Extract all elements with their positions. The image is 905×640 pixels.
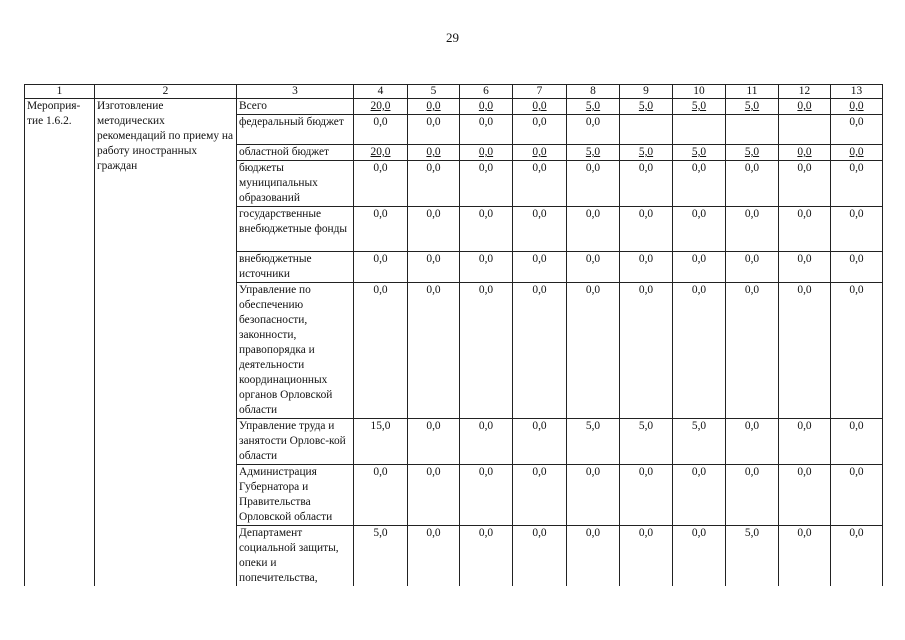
column-header-12: 12 bbox=[779, 85, 831, 99]
value-cell: 5,0 bbox=[567, 419, 620, 465]
value-cell: 0,0 bbox=[567, 161, 620, 207]
value-cell: 0,0 bbox=[460, 207, 513, 252]
value-cell: 0,0 bbox=[408, 465, 460, 526]
column-header-4: 4 bbox=[354, 85, 408, 99]
budget-table bbox=[24, 84, 883, 586]
column-header-3: 3 bbox=[237, 85, 354, 99]
value-cell: 0,0 bbox=[726, 207, 779, 252]
value-cell: 5,0 bbox=[726, 526, 779, 587]
value-cell: 0,0 bbox=[831, 465, 883, 526]
column-header-6: 6 bbox=[460, 85, 513, 99]
row-label: Департамент социальной защиты, опеки и попечительства, bbox=[237, 526, 354, 587]
column-header-13: 13 bbox=[831, 85, 883, 99]
value-cell: 5,0 bbox=[620, 99, 673, 115]
value-cell: 0,0 bbox=[513, 115, 567, 145]
table-row bbox=[25, 99, 883, 115]
column-header-7: 7 bbox=[513, 85, 567, 99]
value-cell: 0,0 bbox=[831, 99, 883, 115]
value-cell bbox=[673, 115, 726, 145]
value-cell: 5,0 bbox=[673, 145, 726, 161]
column-header-1: 1 bbox=[25, 85, 95, 99]
value-cell: 0,0 bbox=[567, 207, 620, 252]
value-cell: 5,0 bbox=[620, 145, 673, 161]
value-cell: 0,0 bbox=[354, 465, 408, 526]
value-cell: 0,0 bbox=[726, 283, 779, 419]
value-cell: 0,0 bbox=[620, 283, 673, 419]
value-cell: 0,0 bbox=[726, 465, 779, 526]
value-cell: 0,0 bbox=[779, 161, 831, 207]
value-cell: 20,0 bbox=[354, 99, 408, 115]
value-cell: 0,0 bbox=[831, 283, 883, 419]
value-cell: 0,0 bbox=[673, 161, 726, 207]
value-cell: 0,0 bbox=[354, 207, 408, 252]
value-cell: 0,0 bbox=[513, 526, 567, 587]
value-cell: 0,0 bbox=[831, 161, 883, 207]
value-cell: 0,0 bbox=[354, 283, 408, 419]
table-body bbox=[25, 99, 883, 587]
value-cell: 0,0 bbox=[408, 419, 460, 465]
value-cell: 0,0 bbox=[460, 526, 513, 587]
event-code: Мероприя-тие 1.6.2. bbox=[25, 99, 95, 587]
value-cell: 5,0 bbox=[726, 99, 779, 115]
value-cell: 0,0 bbox=[408, 207, 460, 252]
row-label: Администрация Губернатора и Правительства Орловской области bbox=[237, 465, 354, 526]
value-cell: 0,0 bbox=[673, 283, 726, 419]
value-cell: 5,0 bbox=[567, 145, 620, 161]
row-label: Управление по обеспечению безопасности, законности, правопорядка и деятельности координационных органов Орловской области bbox=[237, 283, 354, 419]
value-cell: 0,0 bbox=[831, 145, 883, 161]
value-cell: 0,0 bbox=[779, 283, 831, 419]
row-label: Всего bbox=[237, 99, 354, 115]
value-cell: 0,0 bbox=[460, 465, 513, 526]
value-cell: 0,0 bbox=[779, 99, 831, 115]
row-label: бюджеты муниципальных образований bbox=[237, 161, 354, 207]
row-label: внебюджетные источники bbox=[237, 252, 354, 283]
value-cell: 0,0 bbox=[460, 161, 513, 207]
value-cell: 5,0 bbox=[567, 99, 620, 115]
value-cell: 0,0 bbox=[673, 526, 726, 587]
value-cell: 0,0 bbox=[831, 526, 883, 587]
value-cell: 0,0 bbox=[567, 115, 620, 145]
value-cell: 0,0 bbox=[408, 99, 460, 115]
event-name: Изготовление методических рекомендаций по приему на работу иностранных граждан bbox=[95, 99, 237, 587]
value-cell bbox=[620, 115, 673, 145]
value-cell: 0,0 bbox=[779, 252, 831, 283]
value-cell: 0,0 bbox=[513, 252, 567, 283]
value-cell bbox=[779, 115, 831, 145]
value-cell: 0,0 bbox=[460, 115, 513, 145]
value-cell: 0,0 bbox=[831, 207, 883, 252]
value-cell: 0,0 bbox=[567, 465, 620, 526]
row-label: Управление труда и занятости Орловс-кой области bbox=[237, 419, 354, 465]
value-cell: 0,0 bbox=[779, 465, 831, 526]
value-cell: 0,0 bbox=[567, 283, 620, 419]
value-cell: 0,0 bbox=[779, 526, 831, 587]
value-cell: 0,0 bbox=[513, 283, 567, 419]
value-cell: 0,0 bbox=[831, 115, 883, 145]
value-cell: 5,0 bbox=[726, 145, 779, 161]
value-cell: 15,0 bbox=[354, 419, 408, 465]
value-cell: 0,0 bbox=[354, 115, 408, 145]
value-cell: 0,0 bbox=[460, 252, 513, 283]
row-label: государственные внебюджетные фонды bbox=[237, 207, 354, 252]
value-cell: 0,0 bbox=[831, 252, 883, 283]
value-cell: 0,0 bbox=[408, 252, 460, 283]
value-cell: 5,0 bbox=[620, 419, 673, 465]
column-header-8: 8 bbox=[567, 85, 620, 99]
value-cell: 0,0 bbox=[620, 526, 673, 587]
value-cell: 0,0 bbox=[513, 207, 567, 252]
column-header-5: 5 bbox=[408, 85, 460, 99]
value-cell: 0,0 bbox=[460, 145, 513, 161]
value-cell: 0,0 bbox=[673, 207, 726, 252]
value-cell: 0,0 bbox=[513, 99, 567, 115]
column-header-2: 2 bbox=[95, 85, 237, 99]
value-cell bbox=[726, 115, 779, 145]
value-cell: 0,0 bbox=[460, 419, 513, 465]
value-cell: 0,0 bbox=[779, 419, 831, 465]
value-cell: 0,0 bbox=[831, 419, 883, 465]
value-cell: 0,0 bbox=[460, 99, 513, 115]
value-cell: 0,0 bbox=[408, 283, 460, 419]
value-cell: 0,0 bbox=[673, 465, 726, 526]
value-cell: 0,0 bbox=[408, 526, 460, 587]
value-cell: 0,0 bbox=[620, 252, 673, 283]
value-cell: 0,0 bbox=[513, 161, 567, 207]
header-row bbox=[25, 85, 883, 99]
row-label: федеральный бюджет bbox=[237, 115, 354, 145]
value-cell: 0,0 bbox=[726, 161, 779, 207]
value-cell: 0,0 bbox=[567, 252, 620, 283]
value-cell: 5,0 bbox=[673, 419, 726, 465]
column-header-11: 11 bbox=[726, 85, 779, 99]
value-cell: 0,0 bbox=[354, 161, 408, 207]
value-cell: 0,0 bbox=[620, 465, 673, 526]
value-cell: 0,0 bbox=[620, 207, 673, 252]
value-cell: 20,0 bbox=[354, 145, 408, 161]
value-cell: 5,0 bbox=[354, 526, 408, 587]
value-cell: 0,0 bbox=[408, 161, 460, 207]
value-cell: 0,0 bbox=[673, 252, 726, 283]
value-cell: 0,0 bbox=[408, 145, 460, 161]
value-cell: 0,0 bbox=[726, 419, 779, 465]
value-cell: 0,0 bbox=[513, 465, 567, 526]
value-cell: 0,0 bbox=[779, 207, 831, 252]
value-cell: 0,0 bbox=[354, 252, 408, 283]
column-header-9: 9 bbox=[620, 85, 673, 99]
value-cell: 0,0 bbox=[513, 419, 567, 465]
value-cell: 0,0 bbox=[513, 145, 567, 161]
page-number: 29 bbox=[446, 30, 459, 45]
value-cell: 0,0 bbox=[408, 115, 460, 145]
value-cell: 5,0 bbox=[673, 99, 726, 115]
value-cell: 0,0 bbox=[779, 145, 831, 161]
value-cell: 0,0 bbox=[620, 161, 673, 207]
value-cell: 0,0 bbox=[726, 252, 779, 283]
row-label: областной бюджет bbox=[237, 145, 354, 161]
value-cell: 0,0 bbox=[460, 283, 513, 419]
value-cell: 0,0 bbox=[567, 526, 620, 587]
column-header-10: 10 bbox=[673, 85, 726, 99]
